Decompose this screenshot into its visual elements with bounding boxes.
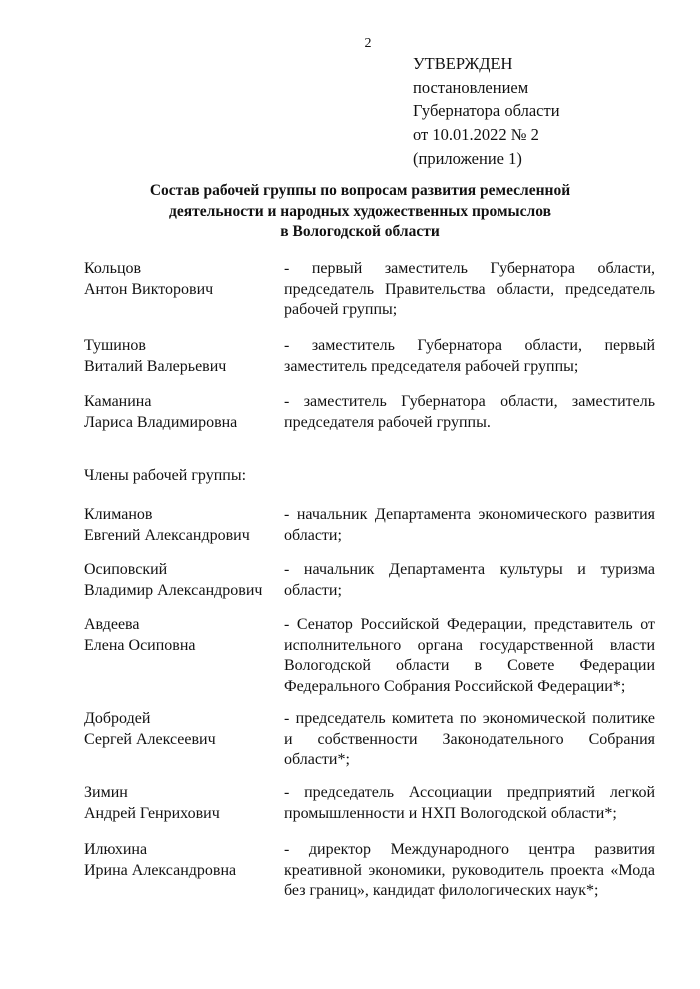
member-role: - начальник Департамента культуры и туризма области;: [284, 561, 655, 599]
member-role: - начальник Департамента экономического развития области;: [284, 506, 655, 544]
member-role: - председатель Ассоциации предприятий легкой промышленности и НХП Вологодской области*;: [284, 784, 655, 822]
approval-line: УТВЕРЖДЕН: [413, 54, 513, 73]
member-name: [84, 259, 279, 300]
member-surname: Авдеева: [84, 616, 140, 633]
member-given-name: Елена Осиповна: [84, 636, 196, 654]
member-given-name: Владимир Александрович: [84, 581, 263, 599]
member-role: - первый заместитель Губернатора области, председатель Правительства области, председатель рабочей группы;: [284, 260, 655, 318]
member-name: [84, 336, 279, 377]
member-name: [84, 709, 279, 750]
member-given-name: Антон Викторович: [84, 280, 214, 298]
member-surname: Добродей: [84, 710, 151, 727]
member-given-name: Лариса Владимировна: [84, 413, 238, 431]
page-number: 2: [364, 36, 372, 51]
member-surname: Климанов: [84, 506, 153, 523]
approval-line: постановлением: [413, 77, 529, 97]
title-line: в Вологодской области: [280, 223, 440, 240]
member-role: - заместитель Губернатора области, первый заместитель председателя рабочей группы;: [284, 337, 655, 375]
member-role: - Сенатор Российской Федерации, представитель от исполнительного органа государственной власти Вологодской области в Совете Федерации Федерального Собрания Российской Федерации*;: [284, 616, 655, 695]
member-surname: Осиповский: [84, 561, 168, 578]
members-heading: Члены рабочей группы:: [84, 467, 247, 484]
member-name: [84, 392, 279, 433]
member-surname: Кольцов: [84, 260, 142, 277]
member-given-name: Евгений Александрович: [84, 526, 250, 544]
title-line: деятельности и народных художественных промыслов: [169, 202, 551, 220]
member-name: [84, 783, 279, 824]
approval-line: от 10.01.2022 № 2: [413, 125, 539, 145]
member-name: [84, 615, 279, 656]
member-name: [84, 560, 279, 601]
member-role: - председатель комитета по экономической политике и собственности Законодательного Собрания области*;: [284, 710, 655, 768]
member-name: [84, 505, 279, 546]
document-title: [100, 181, 620, 243]
member-role: - директор Международного центра развития креативной экономики, руководитель проекта «Мода без границ», кандидат филологических наук*;: [284, 841, 655, 899]
member-surname: Илюхина: [84, 841, 148, 858]
member-surname: Тушинов: [84, 337, 146, 354]
member-given-name: Сергей Алексеевич: [84, 730, 216, 748]
member-given-name: Андрей Генрихович: [84, 804, 220, 822]
approval-line: (приложение 1): [413, 148, 522, 168]
approval-stamp: [413, 52, 560, 171]
member-surname: Каманина: [84, 393, 152, 410]
title-line: Состав рабочей группы по вопросам развития ремесленной: [149, 182, 571, 199]
member-given-name: Виталий Валерьевич: [84, 357, 227, 375]
member-role: - заместитель Губернатора области, заместитель председателя рабочей группы.: [284, 393, 655, 431]
member-name: [84, 840, 279, 881]
member-surname: Зимин: [84, 784, 128, 801]
member-given-name: Ирина Александровна: [84, 861, 237, 879]
approval-line: Губернатора области: [413, 101, 560, 121]
